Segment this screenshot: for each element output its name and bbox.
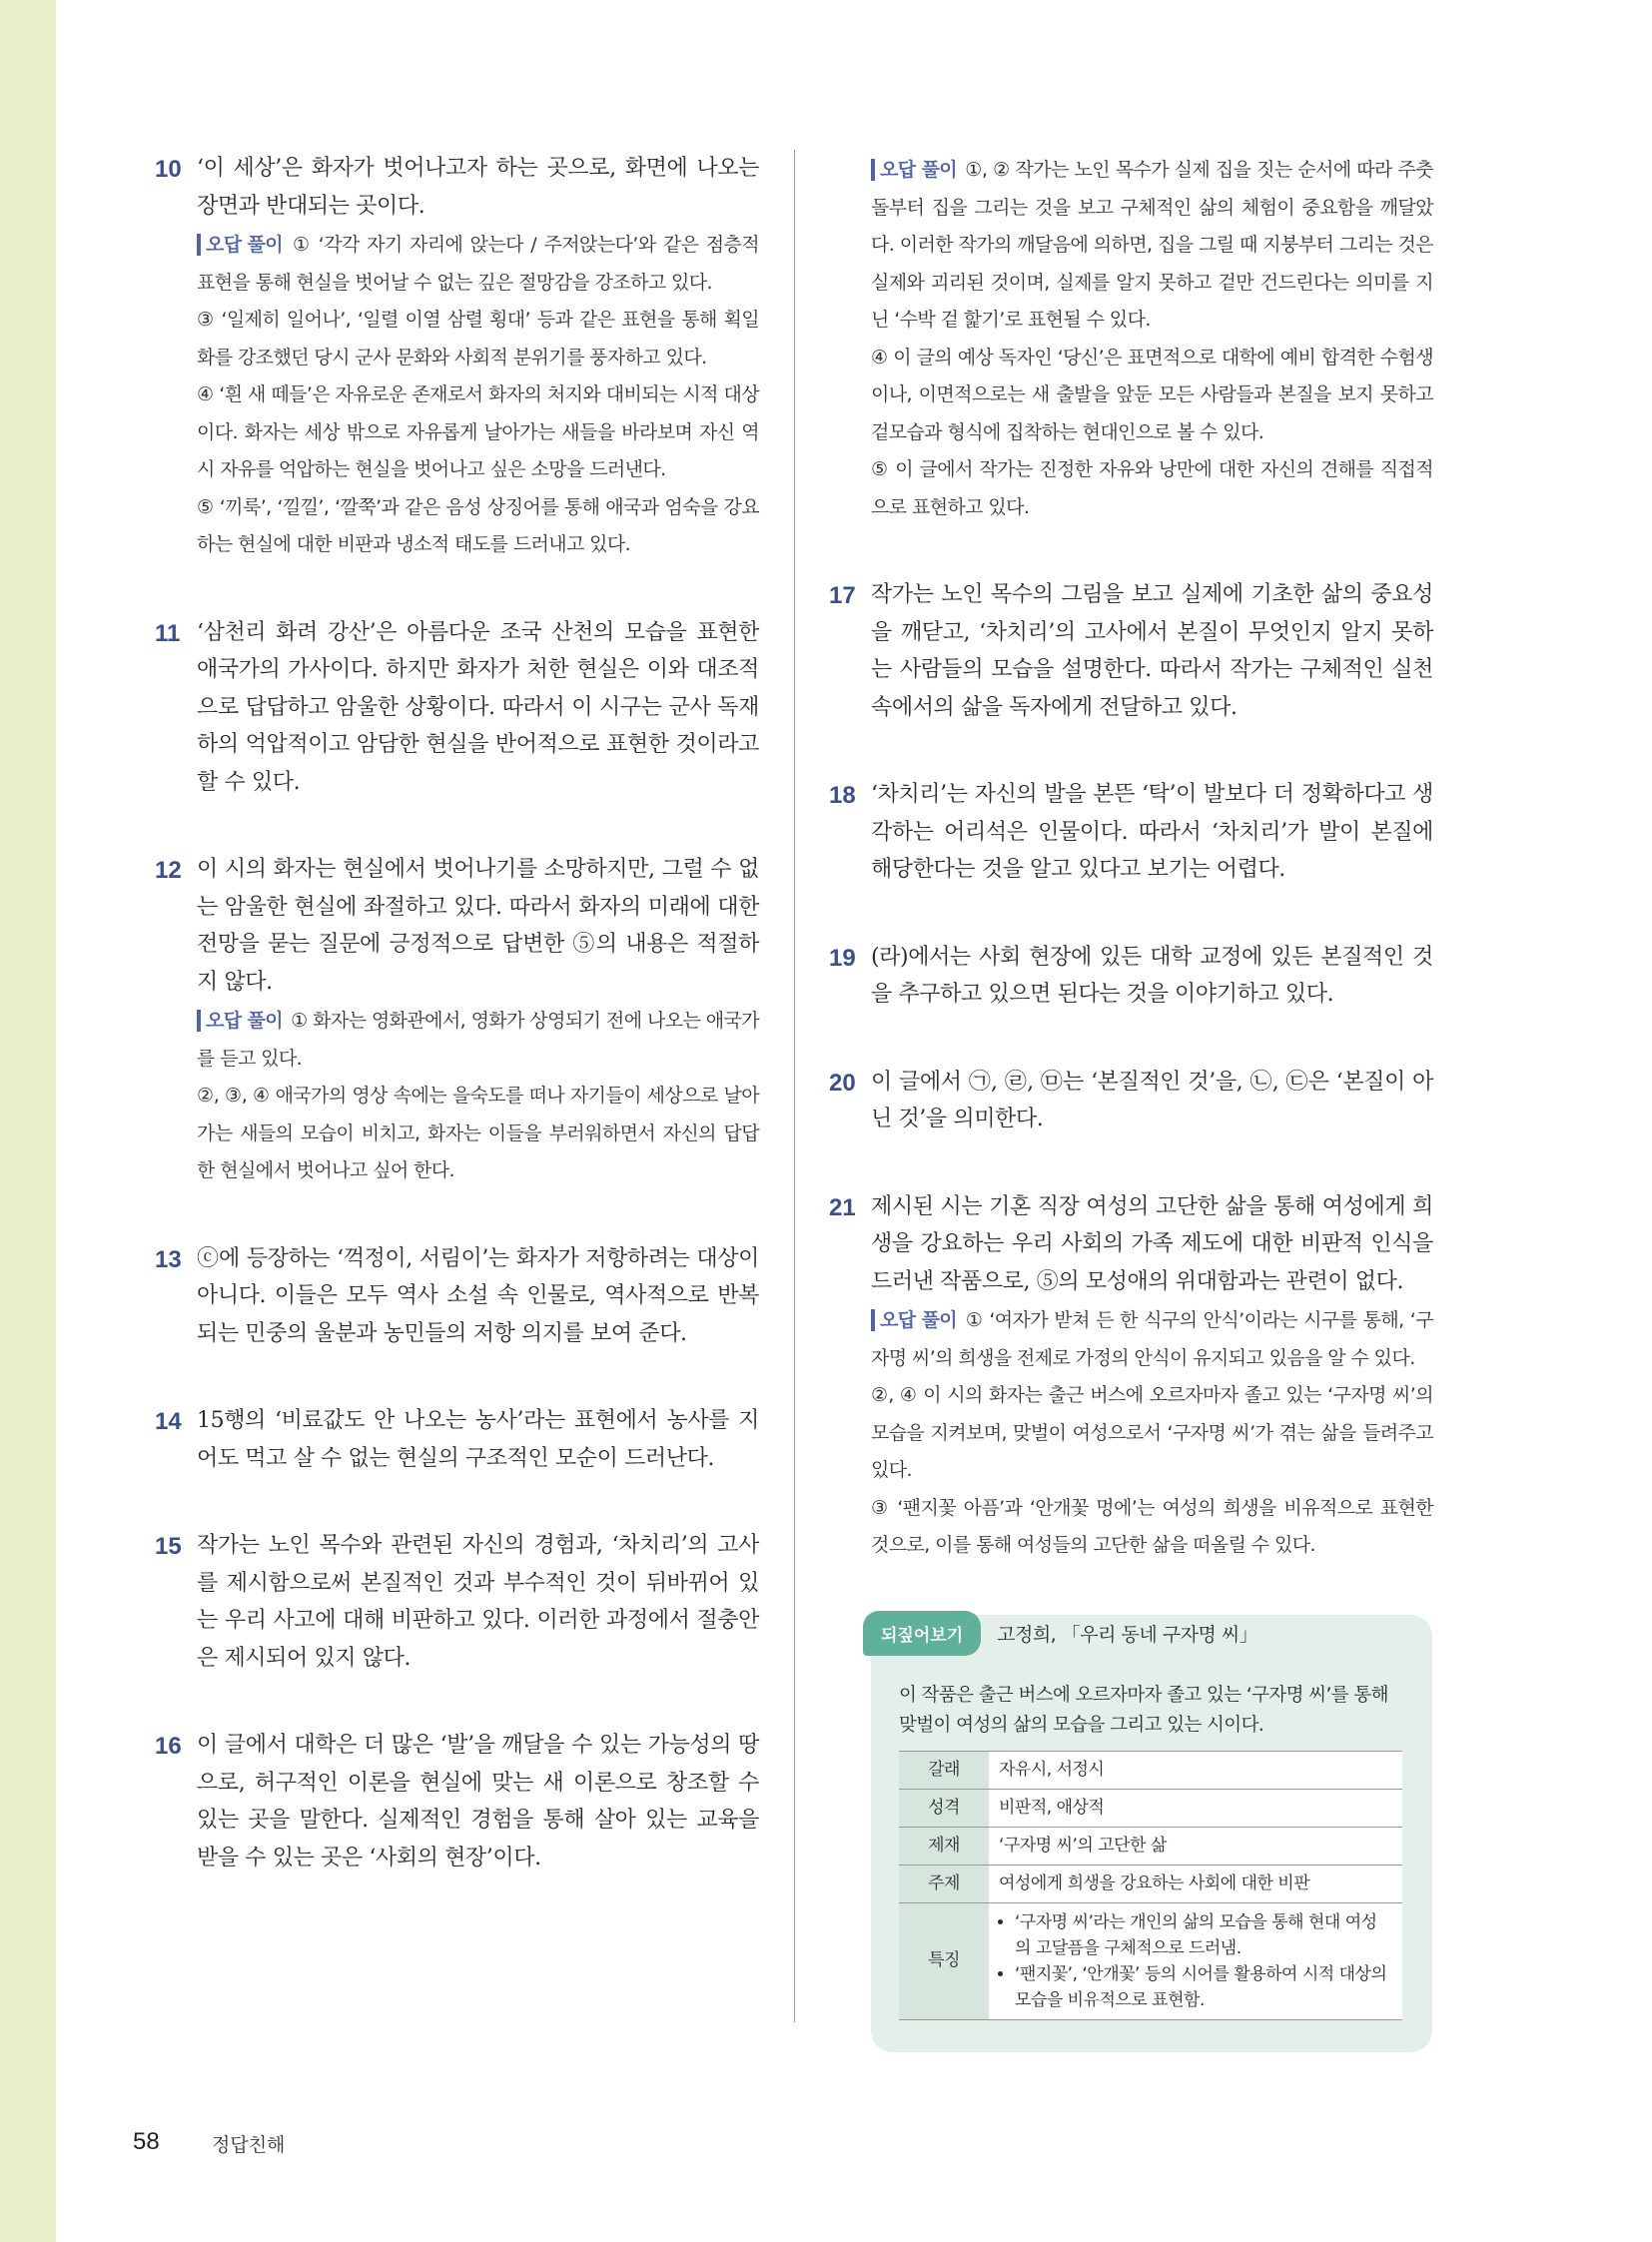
review-row-label: 갈래 xyxy=(899,1751,989,1789)
review-row-value: 비판적, 애상적 xyxy=(989,1789,1402,1827)
feature-item: • ‘구자명 씨’라는 개인의 삶의 모습을 통해 현대 여성의 고달픔을 구체적으로 드러냄. xyxy=(1015,1909,1392,1961)
question-number: 17 xyxy=(829,582,856,609)
review-row-value: 여성에게 희생을 강요하는 사회에 대한 비판 xyxy=(989,1865,1402,1902)
feature-list xyxy=(999,1909,1392,2013)
note-line xyxy=(871,1490,1433,1565)
note-text: ②, ③, ④ 애국가의 영상 속에는 을숙도를 떠나 자기들이 세상으로 날아가는 새들의 모습이 비치고, 화자는 이들을 부러워하면서 자신의 답답한 현실에서 벗어나고 싶어 한다. xyxy=(197,1085,759,1181)
answer-text: 작가는 노인 목수와 관련된 자신의 경험과, ‘차치리’의 고사를 제시함으로써 본질적인 것과 부수적인 것이 뒤바뀌어 있는 우리 사고에 대해 비판하고 있다. 이러한 과정에서 절충안은 제시되어 있지 않다. xyxy=(197,1533,759,1671)
review-features-cell xyxy=(989,1902,1402,2019)
note-tag: 오답 풀이 xyxy=(197,234,283,256)
note-line xyxy=(197,1003,759,1078)
answer-item xyxy=(155,1402,759,1477)
note-line xyxy=(197,489,759,564)
wrong-answer-notes xyxy=(871,152,1433,526)
note-text: ④ 이 글의 예상 독자인 ‘당신’은 표면적으로 대학에 예비 합격한 수험생이나, 이면적으로는 새 출발을 앞둔 모든 사람들과 본질을 보지 못하고 겉모습과 형식에 집착하는 현대인으로 볼 수 있다. xyxy=(871,346,1433,443)
page-number: 58 xyxy=(133,2128,160,2155)
answer-item xyxy=(155,614,759,802)
review-header xyxy=(863,1611,1257,1656)
answer-item xyxy=(829,576,1433,726)
wrong-answer-notes xyxy=(197,1003,759,1190)
answer-text: 이 글에서 ㉠, ㉣, ㉤는 ‘본질적인 것’을, ㉡, ㉢은 ‘본질이 아닌 것’을 의미한다. xyxy=(871,1069,1433,1131)
note-text: ③ ‘일제히 일어나’, ‘일렬 이열 삼렬 횡대’ 등과 같은 표현을 통해 획일화를 강조했던 당시 군사 문화와 사회적 분위기를 풍자하고 있다. xyxy=(197,309,759,369)
note-line xyxy=(871,340,1433,452)
answer-text: ⓒ에 등장하는 ‘꺽정이, 서림이’는 화자가 저항하려는 대상이 아니다. 이들은 모두 역사 소설 속 인물로, 역사적으로 반복되는 민중의 울분과 농민들의 저항 의지를 보여 준다. xyxy=(197,1245,759,1346)
answer-text: ‘이 세상’은 화자가 벗어나고자 하는 곳으로, 화면에 나오는 장면과 반대되는 곳이다. xyxy=(197,156,759,219)
question-number: 14 xyxy=(155,1408,182,1435)
feature-item: • ‘팬지꽃’, ‘안개꽃’ 등의 시어를 활용하여 시적 대상의 모습을 비유적으로 표현함. xyxy=(1015,1961,1392,2013)
answer-item xyxy=(155,1527,759,1677)
answer-text: 이 시의 화자는 현실에서 벗어나기를 소망하지만, 그럴 수 없는 암울한 현실에 좌절하고 있다. 따라서 화자의 미래에 대한 전망을 묻는 질문에 긍정적으로 답변한 ⑤의 내용은 적절하지 않다. xyxy=(197,857,759,995)
review-tag: 되짚어보기 xyxy=(863,1611,981,1656)
review-row-label: 특징 xyxy=(899,1902,989,2019)
note-line xyxy=(197,376,759,489)
review-row-value: 자유시, 서정시 xyxy=(989,1751,1402,1789)
note-tag: 오답 풀이 xyxy=(197,1010,283,1032)
review-row xyxy=(899,1865,1402,1902)
review-row xyxy=(899,1789,1402,1827)
footer-label: 정답친해 xyxy=(212,2134,286,2156)
answer-item xyxy=(829,776,1433,889)
note-text: ④ ‘흰 새 떼들’은 자유로운 존재로서 화자의 처지와 대비되는 시적 대상이다. 화자는 세상 밖으로 자유롭게 날아가는 새들을 바라보며 자신 역시 자유를 억압하는 현실을 벗어나고 싶은 소망을 드러낸다. xyxy=(197,383,759,480)
review-description: 이 작품은 출근 버스에 오르자마자 졸고 있는 ‘구자명 씨’를 통해 맞벌이 여성의 삶의 모습을 그리고 있는 시이다. xyxy=(899,1684,1388,1736)
review-table xyxy=(899,1751,1402,2020)
note-tag: 오답 풀이 xyxy=(871,1309,957,1331)
note-line xyxy=(197,227,759,302)
note-line xyxy=(871,1302,1433,1377)
question-number: 16 xyxy=(155,1733,182,1760)
note-line xyxy=(871,1377,1433,1490)
review-row xyxy=(899,1827,1402,1865)
question-number: 15 xyxy=(155,1533,182,1560)
question-number: 13 xyxy=(155,1245,182,1273)
answer-text: 제시된 시는 기혼 직장 여성의 고단한 삶을 통해 여성에게 희생을 강요하는 우리 사회의 가족 제도에 대한 비판적 인식을 드러낸 작품으로, ⑤의 모성애의 위대함과는 관련이 없다. xyxy=(871,1193,1433,1294)
answer-text: 이 글에서 대학은 더 많은 ‘발’을 깨달을 수 있는 가능성의 땅으로, 허구적인 이론을 현실에 맞는 새 이론으로 창조할 수 있는 곳을 말한다. 실제적인 경험을 통해 살아 있는 교육을 받을 수 있는 곳은 ‘사회의 현장’이다. xyxy=(197,1733,759,1870)
note-text: ⑤ 이 글에서 작가는 진정한 자유와 낭만에 대한 자신의 견해를 직접적으로 표현하고 있다. xyxy=(871,458,1433,518)
left-column xyxy=(155,150,759,1926)
review-row-label: 주제 xyxy=(899,1865,989,1902)
wrong-answer-notes xyxy=(197,227,759,564)
note-line xyxy=(871,451,1433,526)
review-row xyxy=(899,1751,1402,1789)
answer-text: (라)에서는 사회 현장에 있든 대학 교정에 있든 본질적인 것을 추구하고 있으면 된다는 것을 이야기하고 있다. xyxy=(871,944,1433,1007)
answer-text: ‘차치리’는 자신의 발을 본뜬 ‘탁’이 발보다 더 정확하다고 생각하는 어리석은 인물이다. 따라서 ‘차치리’가 발이 본질에 해당한다는 것을 알고 있다고 보기는 어렵다. xyxy=(871,782,1433,882)
review-box xyxy=(871,1615,1432,2052)
question-number: 19 xyxy=(829,944,856,972)
right-column xyxy=(829,150,1433,2052)
answer-item xyxy=(155,851,759,1190)
answer-item xyxy=(829,1064,1433,1138)
note-text: ③ ‘팬지꽃 아픔’과 ‘안개꽃 멍에’는 여성의 희생을 비유적으로 표현한 것으로, 이를 통해 여성들의 고단한 삶을 떠올릴 수 있다. xyxy=(871,1496,1433,1556)
question-number: 21 xyxy=(829,1193,856,1221)
answer-text: 작가는 노인 목수의 그림을 보고 실제에 기초한 삶의 중요성을 깨닫고, ‘차치리’의 고사에서 본질이 무엇인지 알지 못하는 사람들의 모습을 설명한다. 따라서 작가는 구체적인 실천 속에서의 삶을 독자에게 전달하고 있다. xyxy=(871,582,1433,720)
review-row-label: 성격 xyxy=(899,1789,989,1827)
note-line xyxy=(197,1078,759,1190)
review-source: 고정희, 「우리 동네 구자명 씨」 xyxy=(997,1623,1258,1646)
answer-text: 15행의 ‘비료값도 안 나오는 농사’라는 표현에서 농사를 지어도 먹고 살 수 없는 현실의 구조적인 모순이 드러난다. xyxy=(197,1408,759,1471)
right-answers xyxy=(829,152,1433,1565)
note-text: ②, ④ 이 시의 화자는 출근 버스에 오르자마자 졸고 있는 ‘구자명 씨’의 모습을 지켜보며, 맞벌이 여성으로서 ‘구자명 씨’가 겪는 삶을 들려주고 있다. xyxy=(871,1384,1433,1481)
answer-item xyxy=(829,1188,1433,1565)
note-line xyxy=(871,152,1433,340)
question-number: 20 xyxy=(829,1069,856,1097)
note-line xyxy=(197,302,759,376)
question-number: 11 xyxy=(155,619,181,647)
answer-item xyxy=(155,1240,759,1353)
side-color-strip xyxy=(0,0,56,2242)
answer-item xyxy=(829,152,1433,526)
note-text: ① ‘각각 자기 자리에 앉는다 / 주저앉는다’와 같은 점층적 표현을 통해 현실을 벗어날 수 없는 깊은 절망감을 강조하고 있다. xyxy=(197,234,759,294)
wrong-answer-notes xyxy=(871,1302,1433,1565)
answer-item xyxy=(829,939,1433,1014)
review-row-value: ‘구자명 씨’의 고단한 삶 xyxy=(989,1827,1402,1865)
question-number: 18 xyxy=(829,782,856,809)
note-text: ① ‘여자가 받쳐 든 한 식구의 안식’이라는 시구를 통해, ‘구자명 씨’의 희생을 전제로 가정의 안식이 유지되고 있음을 알 수 있다. xyxy=(871,1309,1433,1369)
question-number: 12 xyxy=(155,857,182,884)
note-text: ① 화자는 영화관에서, 영화가 상영되기 전에 나오는 애국가를 듣고 있다. xyxy=(197,1010,759,1070)
question-number: 10 xyxy=(155,156,182,183)
answer-item xyxy=(155,150,759,564)
answer-item xyxy=(155,1727,759,1876)
note-tag: 오답 풀이 xyxy=(871,159,957,181)
answer-text: ‘삼천리 화려 강산’은 아름다운 조국 산천의 모습을 표현한 애국가의 가사이다. 하지만 화자가 처한 현실은 이와 대조적으로 답답하고 암울한 상황이다. 따라서 이 시구는 군사 독재하의 억압적이고 암담한 현실을 반어적으로 표현한 것이라고 할 수 있다. xyxy=(197,619,759,795)
note-text: ⑤ ‘끼룩’, ‘낄낄’, ‘깔쭉’과 같은 음성 상징어를 통해 애국과 엄숙을 강요하는 현실에 대한 비판과 냉소적 태도를 드러내고 있다. xyxy=(197,495,759,555)
review-row-label: 제재 xyxy=(899,1827,989,1865)
note-text: ①, ② 작가는 노인 목수가 실제 집을 짓는 순서에 따라 주춧돌부터 집을 그리는 것을 보고 구체적인 삶의 체험이 중요함을 깨달았다. 이러한 작가의 깨달음에 의하면, 집을 그릴 때 지붕부터 그리는 것은 실제와 괴리된 것이며, 실제를 알지 못하고 겉만 건드린다는 의미를 지닌 ‘수박 겉 핥기’로 표현될 수 있다. xyxy=(871,159,1433,331)
column-divider xyxy=(794,150,795,2022)
review-row-features xyxy=(899,1902,1402,2019)
